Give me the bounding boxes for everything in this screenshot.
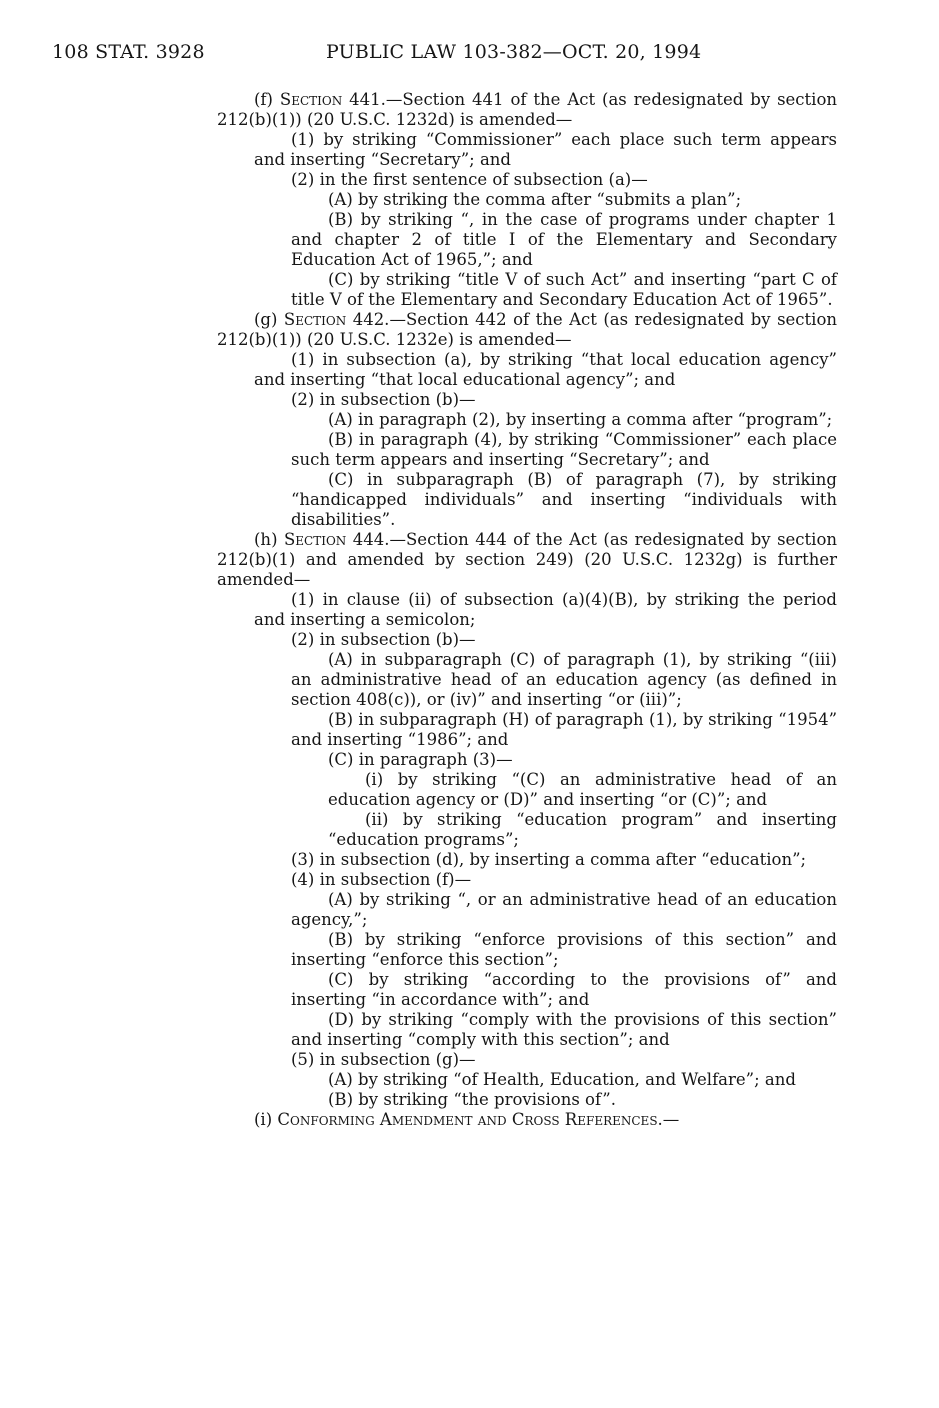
section-heading: Conforming Amendment and Cross References. [277, 1110, 663, 1129]
paragraph-h-2-C: (C) in paragraph (3)— [328, 750, 513, 769]
paragraph-h-2-B: (B) in subparagraph (H) of paragraph (1), by striking “1954” and inserting “1986”; and [291, 710, 837, 749]
paragraph-i [217, 1110, 837, 1130]
paragraph-h-4-D: (D) by striking “comply with the provisions of this section” and inserting “comply with this section”; and [291, 1010, 837, 1049]
paragraph-h-2-C-ii: (ii) by striking “education program” and inserting “education programs”; [328, 810, 837, 849]
paragraph-text: — [662, 1110, 680, 1129]
paragraph-h-5-B: (B) by striking “the provisions of”. [328, 1090, 616, 1109]
paragraph-label: (g) [254, 310, 284, 329]
paragraph-h-5-A: (A) by striking “of Health, Education, and Welfare”; and [328, 1070, 796, 1089]
paragraph-label: (h) [254, 530, 284, 549]
paragraph-g-2-C: (C) in subparagraph (B) of paragraph (7), by striking “handicapped individuals” and inserting “individuals with disabilities”. [291, 470, 837, 529]
section-heading: Section 442. [283, 310, 390, 329]
paragraph-f-1: (1) by striking “Commissioner” each place such term appears and inserting “Secretary”; and [254, 130, 837, 169]
statute-page-number: 108 STAT. 3928 [52, 41, 205, 63]
section-heading: Section 444. [283, 530, 390, 549]
paragraph-f-2-B: (B) by striking “, in the case of programs under chapter 1 and chapter 2 of title I of the Elementary and Secondary Education Act of 1965,”; and [291, 210, 837, 269]
paragraph-h-2-A: (A) in subparagraph (C) of paragraph (1), by striking “(iii) an administrative head of an education agency (as defined in section 408(c)), or (iv)” and inserting “or (iii)”; [291, 650, 837, 709]
law-title-date: PUBLIC LAW 103-382—OCT. 20, 1994 [326, 41, 702, 63]
paragraph-g-1: (1) in subsection (a), by striking “that local education agency” and inserting “that local educational agency”; and [254, 350, 837, 389]
paragraph-g-2-A: (A) in paragraph (2), by inserting a comma after “program”; [328, 410, 833, 429]
paragraph-f [217, 90, 837, 130]
paragraph-h-5: (5) in subsection (g)— [291, 1050, 476, 1069]
paragraph-h-4-C: (C) by striking “according to the provisions of” and inserting “in accordance with”; and [291, 970, 837, 1009]
paragraph-f-2-A: (A) by striking the comma after “submits a plan”; [328, 190, 742, 209]
paragraph-h-2-C-i: (i) by striking “(C) an administrative head of an education agency or (D)” and inserting “or (C)”; and [328, 770, 837, 809]
document-body [217, 90, 837, 1130]
paragraph-f-2-C: (C) by striking “title V of such Act” and inserting “part C of title V of the Elementary and Secondary Education Act of 1965”. [291, 270, 837, 309]
paragraph-g [217, 310, 837, 350]
paragraph-text: —Section 441 of the Act (as redesignated by section 212(b)(1)) (20 U.S.C. 1232d) is amended— [217, 90, 838, 129]
paragraph-f-2: (2) in the first sentence of subsection (a)— [291, 170, 648, 189]
paragraph-h-1: (1) in clause (ii) of subsection (a)(4)(B), by striking the period and inserting a semicolon; [254, 590, 837, 629]
paragraph-h-3: (3) in subsection (d), by inserting a comma after “education”; [291, 850, 807, 869]
paragraph-g-2: (2) in subsection (b)— [291, 390, 476, 409]
section-heading: Section 441. [279, 90, 386, 109]
paragraph-h-4-A: (A) by striking “, or an administrative head of an education agency,”; [291, 890, 837, 929]
paragraph-text: —Section 444 of the Act (as redesignated by section 212(b)(1) and amended by section 249) (20 U.S.C. 1232g) is further amended— [217, 530, 838, 589]
paragraph-g-2-B: (B) in paragraph (4), by striking “Commissioner” each place such term appears and inserting “Secretary”; and [291, 430, 837, 469]
paragraph-h-4-B: (B) by striking “enforce provisions of this section” and inserting “enforce this section”; [291, 930, 837, 969]
paragraph-h [217, 530, 837, 590]
paragraph-label: (f) [254, 90, 280, 109]
paragraph-h-4: (4) in subsection (f)— [291, 870, 472, 889]
paragraph-h-2: (2) in subsection (b)— [291, 630, 476, 649]
paragraph-label: (i) [254, 1110, 278, 1129]
paragraph-text: —Section 442 of the Act (as redesignated by section 212(b)(1)) (20 U.S.C. 1232e) is amended— [217, 310, 838, 349]
